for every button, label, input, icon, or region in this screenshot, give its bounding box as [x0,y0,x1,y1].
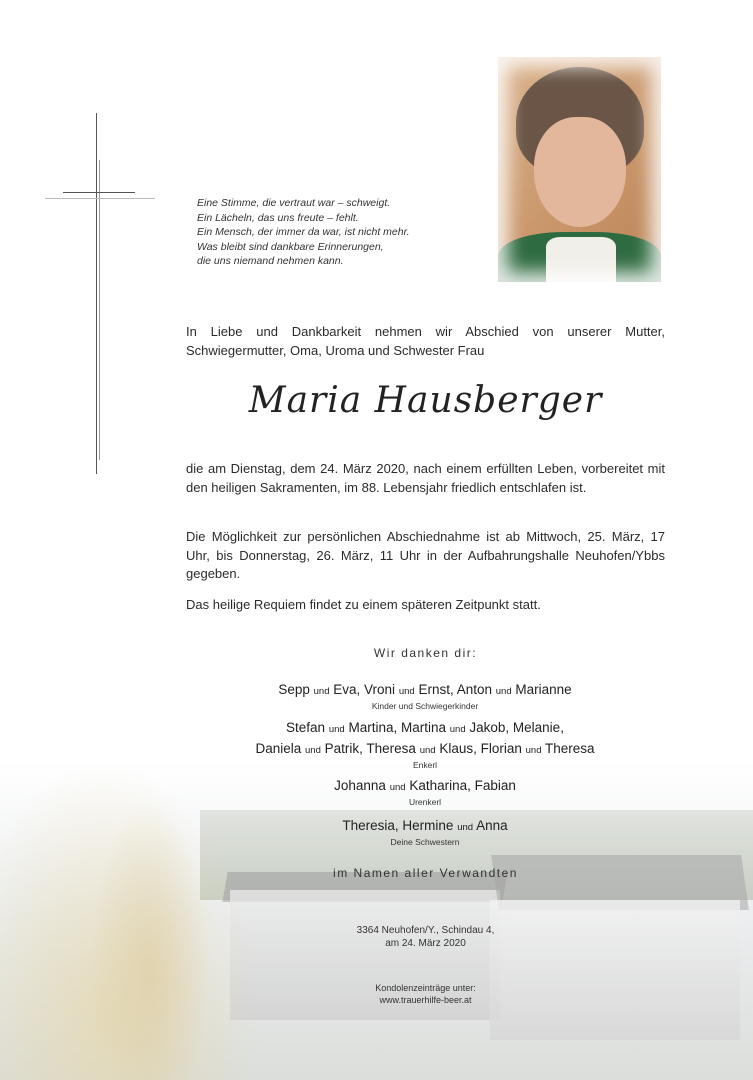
family-names: Stefan und Martina, Martina und Jakob, Melanie, [286,720,564,735]
poem-line: die uns niemand nehmen kann. [197,255,344,268]
family-label: Kinder und Schwiegerkinder [371,701,479,711]
family-names: Sepp und Eva, Vroni und Ernst, Anton und Marianne [278,682,572,697]
thanks-heading: Wir danken dir: [373,646,478,660]
portrait-photo [498,57,661,282]
condolence-label: Kondolenzeinträge unter: [375,983,476,993]
family-names: Theresia, Hermine und Anna [342,818,508,833]
family-group-greatgrandchildren [150,776,700,808]
intro-text: In Liebe und Dankbarkeit nehmen wir Abschied von unserer Mutter, Schwiegermutter, Oma, Uroma und Schwester Frau [186,324,665,358]
condolence-url[interactable]: www.trauerhilfe-beer.at [379,995,472,1005]
family-label: Deine Schwestern [390,837,460,847]
poem-line: Ein Mensch, der immer da war, ist nicht mehr. [197,226,410,239]
poem-line: Eine Stimme, die vertraut war – schweigt. [197,197,391,209]
family-names: Johanna und Katharina, Fabian [334,778,516,793]
farewell-paragraph: Die Möglichkeit zur persönlichen Abschiednahme ist ab Mittwoch, 25. März, 17 Uhr, bis Donnerstag, 26. März, 11 Uhr in der Aufbahrungshalle Neuhofen/Ybbs gegeben. [186,529,665,581]
address-line: 3364 Neuhofen/Y., Schindau 4, [356,925,495,936]
relatives-line: im Namen aller Verwandten [333,866,518,880]
family-group-children [150,680,700,712]
poem-line: Was bleibt sind dankbare Erinnerungen, [197,240,384,253]
family-label: Enkerl [412,760,438,770]
background-farm-scene [0,760,753,1080]
family-label: Urenkerl [408,797,442,807]
requiem-paragraph: Das heilige Requiem findet zu einem späteren Zeitpunkt statt. [186,597,541,612]
condolence-block [186,982,665,1006]
address-block [186,924,665,950]
family-group-sisters [150,816,700,848]
poem-line: Ein Lächeln, das uns freute – fehlt. [197,211,359,224]
date-line: am 24. März 2020 [385,938,466,949]
poem [197,196,410,269]
deceased-name: Maria Hausberger [248,380,603,421]
family-names: Daniela und Patrik, Theresa und Klaus, Florian und Theresa [255,741,595,756]
death-notice-paragraph: die am Dienstag, dem 24. März 2020, nach einem erfüllten Leben, vorbereitet mit den heiligen Sakramenten, im 88. Lebensjahr friedlich entschlafen ist. [186,461,665,495]
family-group-grandchildren [150,718,700,771]
